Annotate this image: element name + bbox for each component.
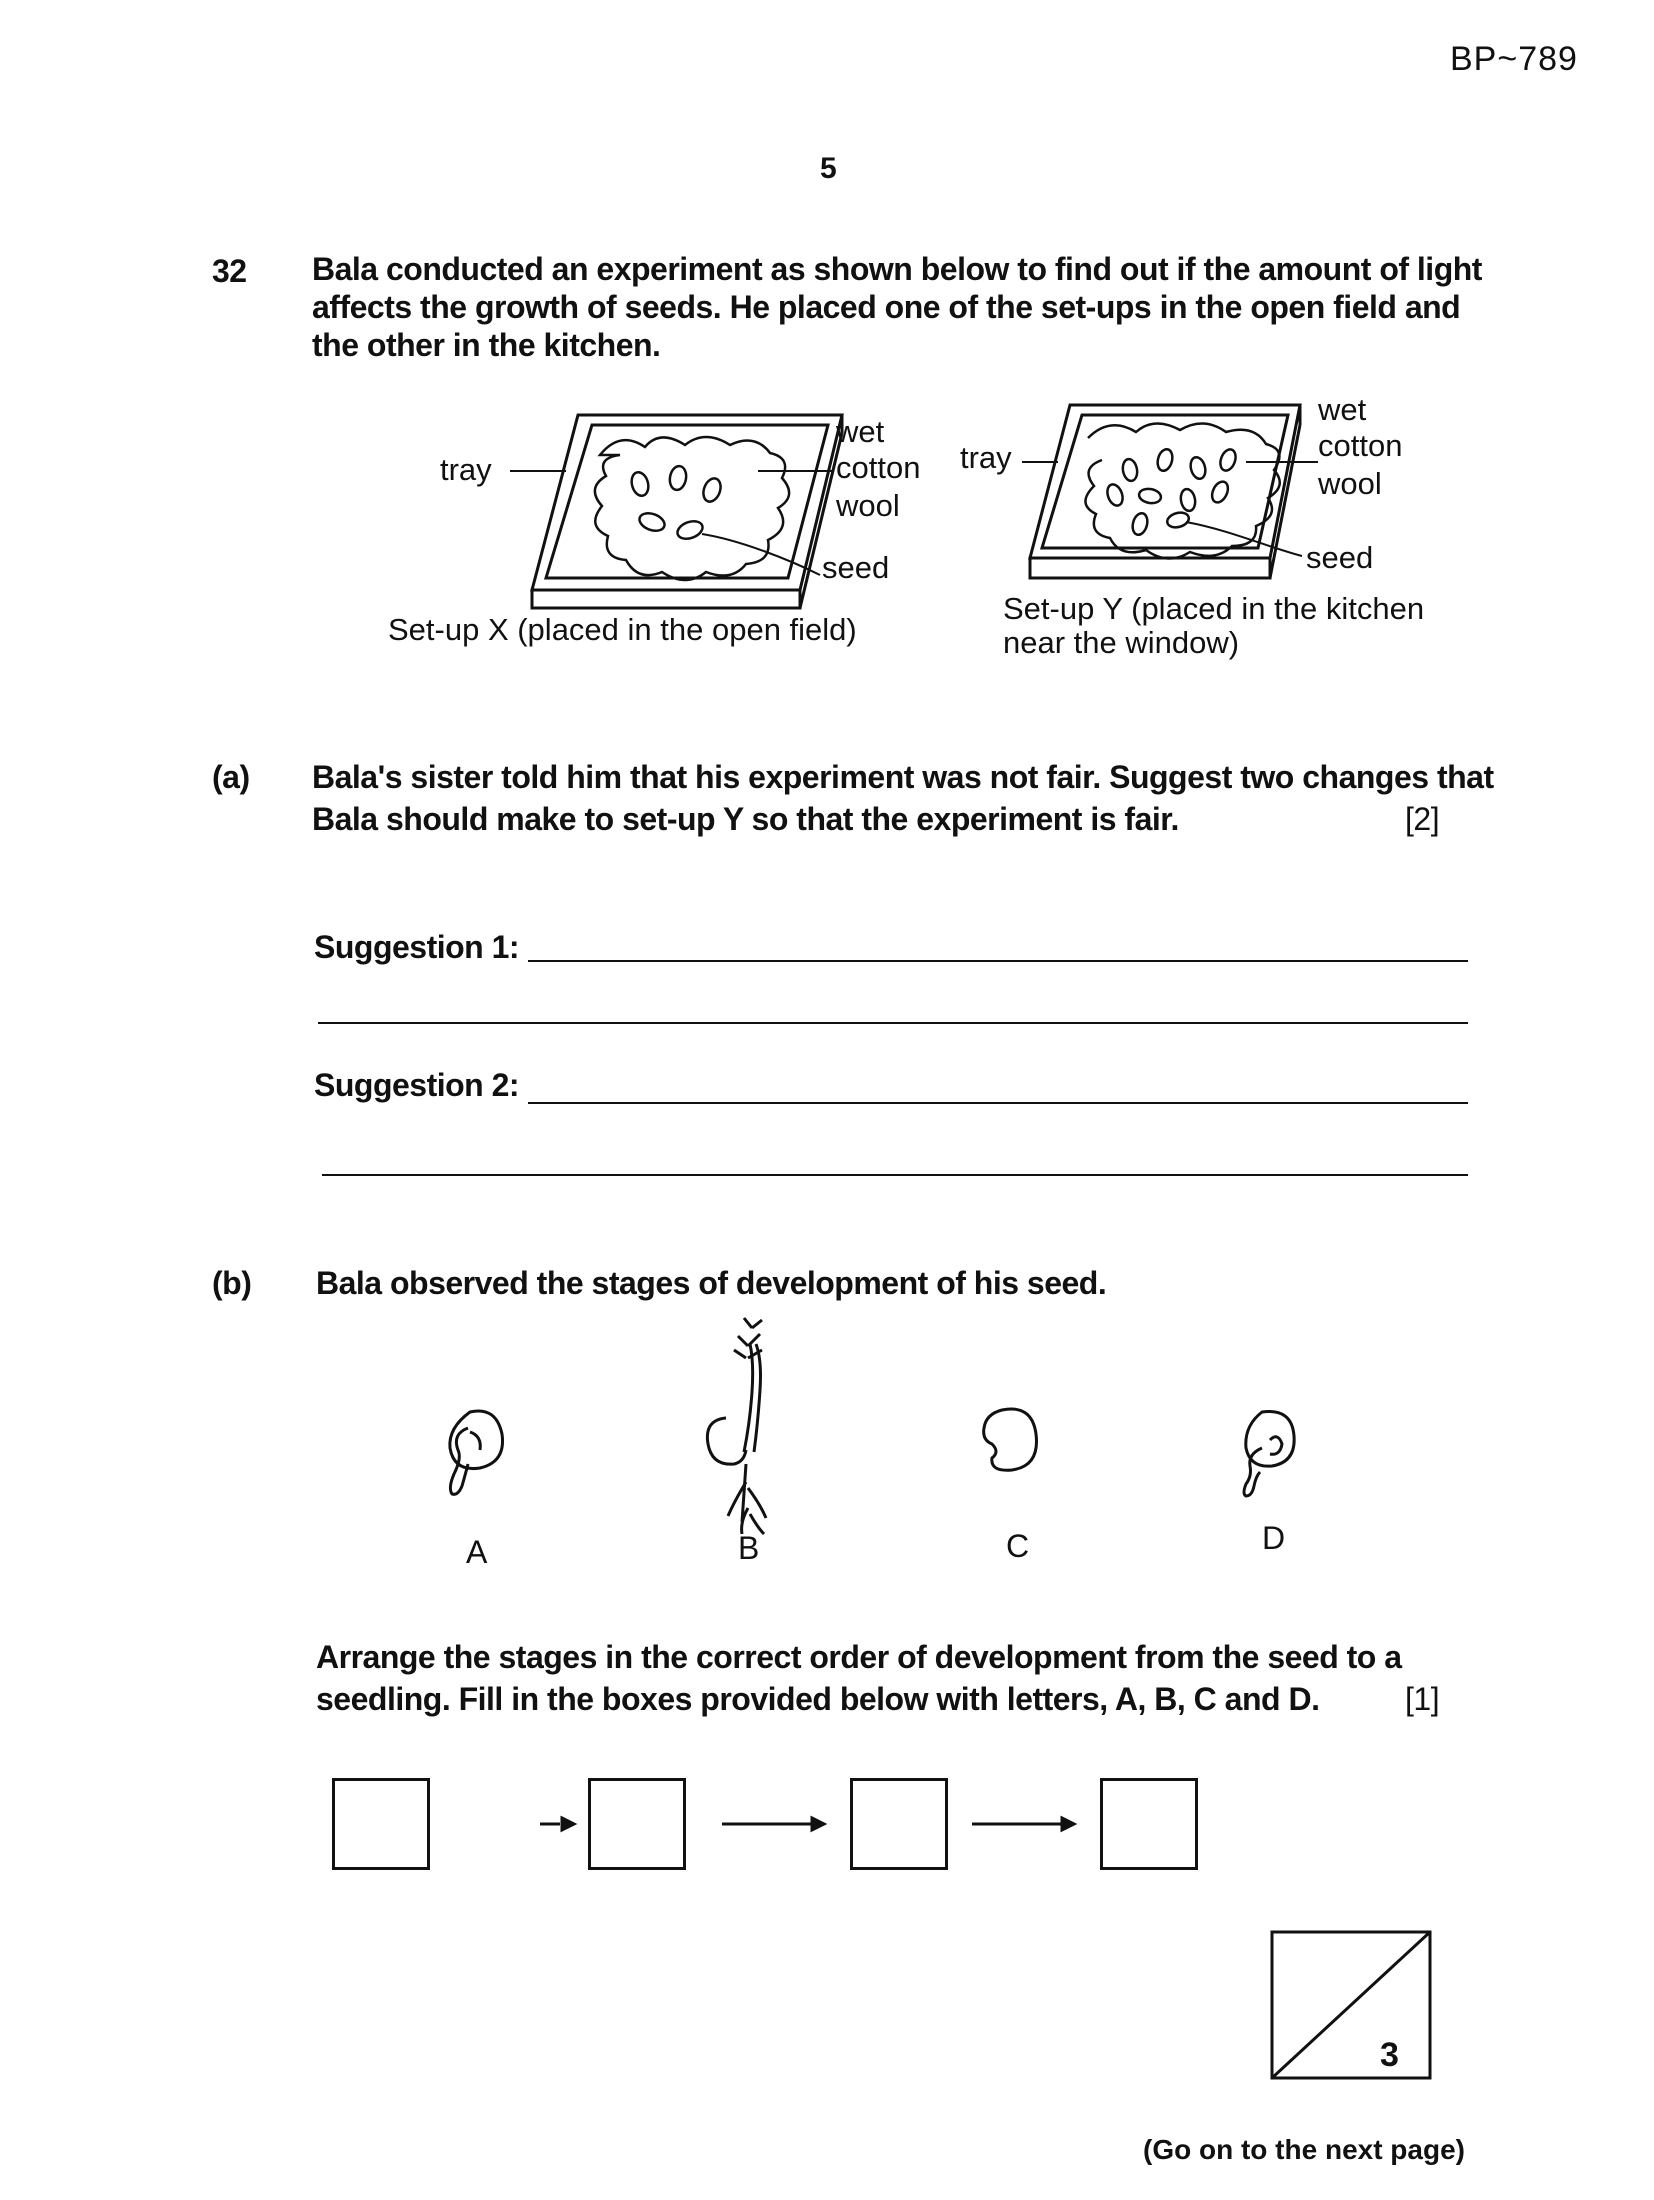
setup-y-caption-line-1: Set-up Y (placed in the kitchen (1003, 591, 1425, 626)
setup-x-wet-label: wet (836, 414, 885, 449)
setup-x-seed-label: seed (822, 550, 890, 585)
part-a-line-2: Bala should make to set-up Y so that the experiment is fair. (312, 801, 1179, 837)
setup-x-cotton-label: cotton (836, 450, 921, 485)
footer-next-page: (Go on to the next page) (1143, 2134, 1465, 2165)
setup-x-caption: Set-up X (placed in the open field) (388, 612, 857, 647)
setup-y-caption-line-2: near the window) (1003, 625, 1240, 660)
setup-y-wet-label: wet (1318, 392, 1367, 427)
part-b-instruction-line-2: seedling. Fill in the boxes provided below with letters, A, B, C and D. (316, 1681, 1320, 1717)
setup-y-tray-label: tray (960, 440, 1012, 475)
arrow-icon (540, 1818, 1074, 1830)
intro-line-3: the other in the kitchen. (312, 327, 661, 363)
part-b-text: Bala observed the stages of development of his seed. (316, 1265, 1107, 1301)
part-b-label: (b) (212, 1265, 252, 1301)
part-a-line-1: Bala's sister told him that his experiment was not fair. Suggest two changes that (312, 759, 1494, 795)
score-box (1270, 1930, 1435, 2080)
suggestion-2-label: Suggestion 2: (314, 1067, 520, 1103)
part-b-marks: [1] (1405, 1681, 1440, 1717)
setup-x-tray-label: tray (440, 452, 492, 487)
score-value: 3 (1380, 2036, 1399, 2074)
intro-line-1: Bala conducted an experiment as shown below to find out if the amount of light (312, 251, 1482, 287)
intro-line-2: affects the growth of seeds. He placed one of the set-ups in the open field and (312, 289, 1461, 325)
stage-d-label: D (1262, 1520, 1286, 1556)
part-b-instruction-line-1: Arrange the stages in the correct order of development from the seed to a (316, 1639, 1402, 1675)
part-a-label: (a) (212, 759, 250, 795)
paper-code: BP~789 (1450, 40, 1578, 78)
setup-x-wool-label: wool (836, 488, 900, 523)
page-number: 5 (820, 152, 837, 185)
suggestion-1-label: Suggestion 1: (314, 929, 520, 965)
stage-b-label: B (738, 1530, 760, 1566)
part-a-marks: [2] (1405, 801, 1440, 837)
stage-a-label: A (466, 1534, 488, 1570)
setup-y-wool-label: wool (1318, 466, 1382, 501)
question-number: 32 (212, 253, 247, 289)
stage-c-label: C (1006, 1528, 1030, 1564)
setup-y-cotton-label: cotton (1318, 428, 1403, 463)
setup-y-seed-label: seed (1306, 540, 1374, 575)
